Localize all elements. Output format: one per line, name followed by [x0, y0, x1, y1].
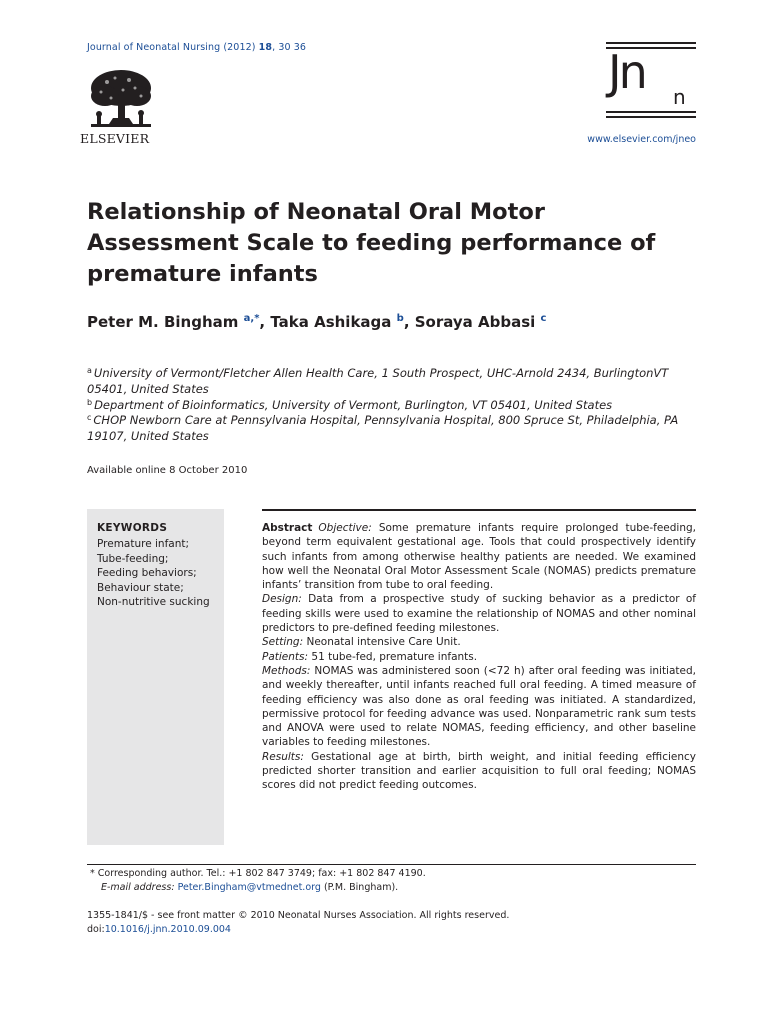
footnote-rule: [87, 864, 696, 865]
corresponding-author-text: Corresponding author. Tel.: +1 802 847 3749; fax: +1 802 847 4190.: [94, 868, 426, 879]
author-name: Soraya Abbasi: [414, 313, 536, 331]
journal-logo: [606, 42, 696, 118]
publisher-name: ELSEVIER: [80, 131, 150, 146]
abstract-paragraph: Design: Data from a prospective study of sucking behavior as a predictor of feeding skills were used to examine the relationship of NOMAS and other nominal predictors to pre-defined feeding milestones.: [262, 593, 696, 635]
keywords-box: [87, 509, 224, 845]
keyword-item: Behaviour state;: [97, 581, 184, 594]
keyword-item: Premature infant;: [97, 538, 190, 550]
abstract-top-rule: [262, 509, 696, 511]
abstract-paragraph: Results: Gestational age at birth, birth weight, and initial feeding efficiency predicted shorter transition and earlier acquisition to full oral feeding; NOMAS scores did not predict feeding outcomes.: [262, 750, 696, 792]
author-list: Peter M. Bingham $^{a,*}$, Taka Ashikaga $^b$, Soraya Abbasi $^c$: [87, 313, 547, 331]
abstract-section-label: Objective:: [318, 522, 372, 534]
author-name: Peter M. Bingham: [87, 313, 239, 331]
keywords-heading: KEYWORDS: [97, 522, 168, 534]
email-link[interactable]: Peter.Bingham@vtmednet.org: [177, 881, 321, 893]
abstract-section-label: Results:: [262, 750, 304, 763]
abstract-section-label: Methods:: [262, 664, 311, 677]
available-online-date: Available online 8 October 2010: [87, 465, 248, 476]
affiliation-list: [87, 366, 707, 445]
abstract-paragraph: Setting: Neonatal intensive Care Unit.: [262, 636, 461, 649]
keyword-item: Feeding behaviors;: [97, 567, 197, 579]
journal-logo-main: Jn: [608, 45, 645, 99]
keyword-item: Non-nutritive sucking: [97, 596, 210, 608]
abstract-paragraph: Abstract Objective: Some premature infants require prolonged tube-feeding, beyond term equivalent gestational age. Tools that could prospectively identify such infants from among otherwise healthy patients are needed. We examined how well the Neonatal Oral Motor Assessment Scale (NOMAS) predicts premature infants’ transition from tube to oral feeding.: [262, 522, 696, 592]
journal-pages: , 30 36: [272, 42, 307, 53]
article-title: Relationship of Neonatal Oral Motor Assessment Scale to feeding performance of premature infants: [87, 199, 656, 287]
journal-citation: [87, 42, 306, 53]
journal-url-link[interactable]: www.elsevier.com/jneo: [587, 134, 696, 145]
abstract-body: [262, 521, 696, 793]
affiliation-item: $^a$ University of Vermont/Fletcher Allen Health Care, 1 South Prospect, UHC-Arnold 2434, BurlingtonVT 05401, United States: [87, 366, 669, 396]
abstract-paragraph: Patients: 51 tube-fed, premature infants.: [262, 650, 478, 663]
abstract-section-label: Patients:: [262, 650, 309, 663]
author-name: Taka Ashikaga: [270, 313, 392, 331]
abstract-section-label: Design:: [262, 593, 302, 606]
journal-volume: 18: [258, 42, 273, 53]
copyright-block: 1355-1841/$ - see front matter © 2010 Neonatal Nurses Association. All rights reserved. doi:10.1016/j.jnn.2010.09.004: [87, 909, 696, 936]
journal-name: Journal of Neonatal Nursing (2012): [87, 42, 256, 53]
keywords-list: [97, 537, 210, 610]
affiliation-item: $^b$ Department of Bioinformatics, University of Vermont, Burlington, VT 05401, United States: [87, 397, 613, 412]
author-affiliation-link[interactable]: a,*: [243, 313, 260, 324]
journal-logo-sub: n: [673, 85, 683, 109]
corresponding-footnote: * Corresponding author. Tel.: +1 802 847 3749; fax: +1 802 847 4190. E-mail address: Peter.Bingham@vtmednet.org (P.M. Bingham).: [90, 868, 426, 893]
abstract-heading: Abstract: [262, 522, 313, 534]
doi-link[interactable]: 10.1016/j.jnn.2010.09.004: [104, 923, 231, 935]
keyword-item: Tube-feeding;: [97, 552, 169, 565]
author-affiliation-link[interactable]: b: [396, 313, 404, 324]
email-label: E-mail address:: [101, 881, 175, 893]
abstract-paragraph: Methods: NOMAS was administered soon (<72 h) after oral feeding was initiated, and weekly thereafter, until infants reached full oral feeding. A timed measure of feeding efficiency was also done as oral feeding was initiated. A standardized, permissive protocol for feeding advance was used. Nonparametric rank sum tests and ANOVA were used to relate NOMAS, feeding efficiency, and other baseline variables to feeding milestones.: [262, 664, 696, 749]
affiliation-item: $^c$ CHOP Newborn Care at Pennsylvania Hospital, Pennsylvania Hospital, 800 Spruce St, Philadelphia, PA 19107, United States: [87, 413, 679, 444]
author-affiliation-link[interactable]: c: [540, 313, 547, 324]
abstract-section-label: Setting:: [262, 636, 304, 649]
copyright-text: 1355-1841/$ - see front matter © 2010 Neonatal Nurses Association. All rights reserved.: [87, 910, 510, 921]
